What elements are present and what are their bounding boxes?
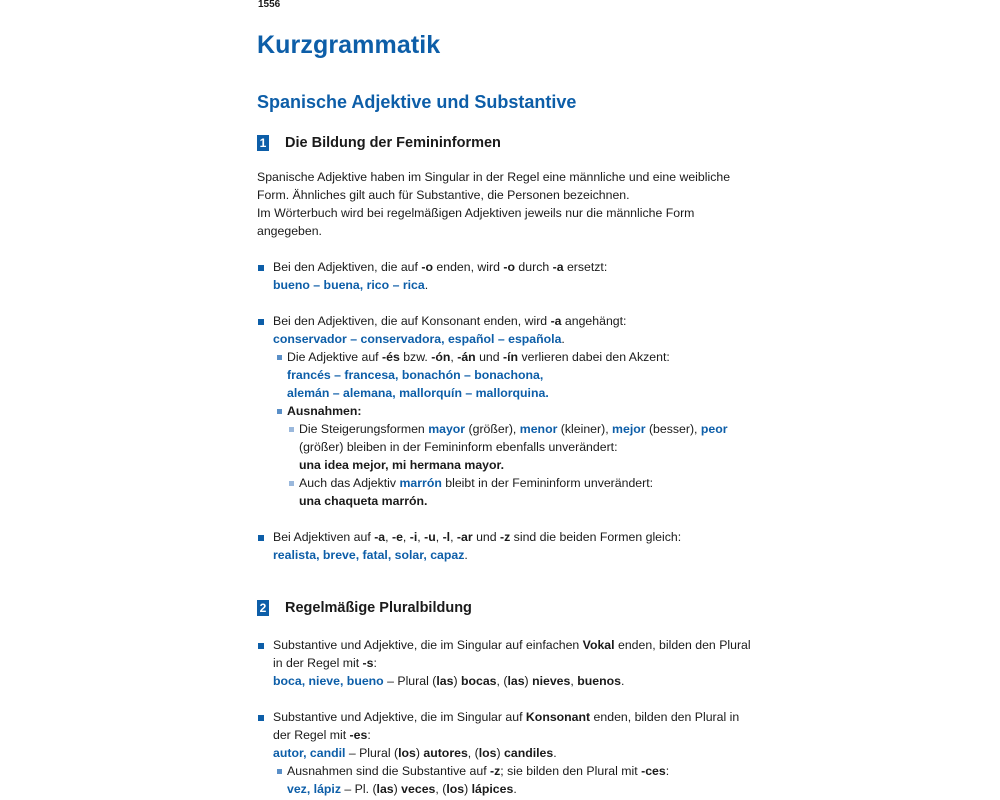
rule-text: in der Regel mit -s: [273, 656, 377, 670]
bullet-icon [258, 535, 264, 541]
subsection-2-title: Regelmäßige Pluralbildung [285, 600, 472, 616]
sub-bullet-icon [277, 409, 282, 414]
rule-text: Die Adjektive auf -és bzw. -ón, -án und -ín verlieren dabei den Akzent: [287, 350, 670, 364]
intro-line: Im Wörterbuch wird bei regelmäßigen Adjektiven jeweils nur die männliche Form [257, 206, 695, 220]
rule-text: Bei den Adjektiven, die auf -o enden, wird -o durch -a ersetzt: [273, 260, 608, 274]
example-text: realista, breve, fatal, solar, capaz. [273, 548, 468, 562]
example-text: una chaqueta marrón. [299, 494, 428, 508]
rule-text: Substantive und Adjektive, die im Singular auf Konsonant enden, bilden den Plural in [273, 710, 740, 724]
sub-sub-bullet-icon [289, 427, 294, 432]
page-title: Kurzgrammatik [257, 31, 441, 59]
intro-line: Form. Ähnliches gilt auch für Substantive, die Personen bezeichnen. [257, 188, 630, 202]
section-title: Spanische Adjektive und Substantive [257, 92, 577, 112]
sub-bullet-icon [277, 355, 282, 360]
bullet-icon [258, 319, 264, 325]
rule-text: Auch das Adjektiv marrón bleibt in der Femininform unverändert: [299, 476, 654, 490]
bullet-icon [258, 715, 264, 721]
bullet-icon [258, 643, 264, 649]
example-text: autor, candil – Plural (los) autores, (los) candiles. [273, 746, 557, 760]
example-text: bueno – buena, rico – rica. [273, 278, 429, 292]
rule-text: Die Steigerungsformen mayor (größer), menor (kleiner), mejor (besser), peor [299, 422, 728, 436]
rule-text: Ausnahmen sind die Substantive auf -z; sie bilden den Plural mit -ces: [287, 764, 670, 778]
rule-text: Substantive und Adjektive, die im Singular auf einfachen Vokal enden, bilden den Plural [273, 638, 751, 652]
example-text: boca, nieve, bueno – Plural (las) bocas, (las) nieves, buenos. [273, 674, 625, 688]
subsection-1-heading [257, 135, 501, 151]
example-text: conservador – conservadora, español – española. [273, 332, 565, 346]
subsection-1-title: Die Bildung der Femininformen [285, 135, 501, 151]
subsection-2-number: 2 [257, 600, 269, 616]
sub-sub-bullet-icon [289, 481, 294, 486]
subsection-1-number: 1 [257, 135, 269, 151]
rule-text: Bei Adjektiven auf -a, -e, -i, -u, -l, -ar und -z sind die beiden Formen gleich: [273, 530, 682, 544]
example-text: una idea mejor, mi hermana mayor. [299, 458, 505, 472]
rule-text: (größer) bleiben in der Femininform ebenfalls unverändert: [299, 440, 618, 454]
rule-text: der Regel mit -es: [273, 728, 371, 742]
rule-text: Bei den Adjektiven, die auf Konsonant enden, wird -a angehängt: [273, 314, 627, 328]
example-text: francés – francesa, bonachón – bonachona, [287, 368, 544, 382]
bullet-icon [258, 265, 264, 271]
subsection-2-heading [257, 600, 472, 616]
intro-line: Spanische Adjektive haben im Singular in der Regel eine männliche und eine weibliche [257, 170, 731, 184]
example-text: alemán – alemana, mallorquín – mallorquina. [287, 386, 549, 400]
page-number: 1556 [258, 0, 281, 10]
intro-line: angegeben. [257, 224, 322, 238]
exceptions-label: Ausnahmen: [287, 404, 362, 418]
sub-bullet-icon [277, 769, 282, 774]
example-text: vez, lápiz – Pl. (las) veces, (los) lápices. [287, 782, 517, 796]
